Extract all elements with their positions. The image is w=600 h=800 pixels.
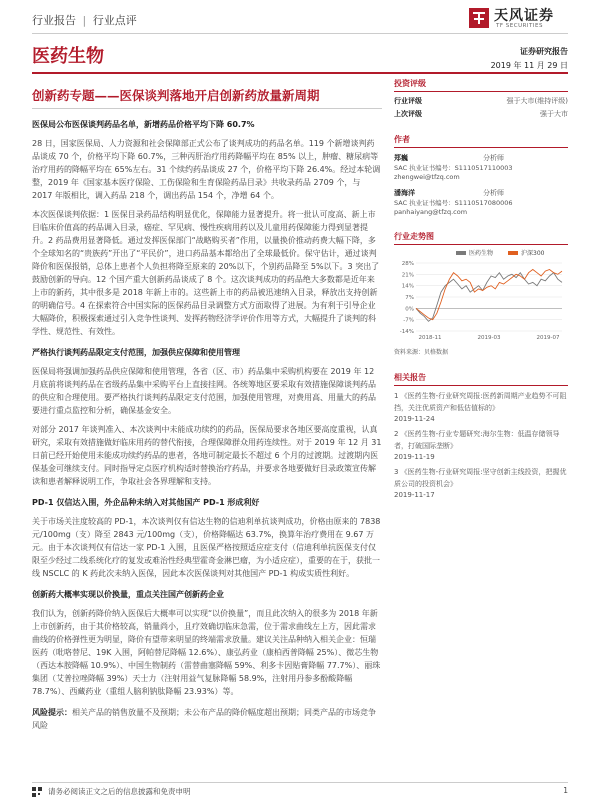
y-tick-label: -14% bbox=[399, 329, 414, 335]
related-report[interactable] bbox=[394, 390, 568, 425]
logo bbox=[468, 4, 588, 34]
y-tick-label: 7% bbox=[405, 295, 414, 301]
header-category: 行业报告 | 行业点评 bbox=[32, 14, 137, 27]
prev-rating-row bbox=[394, 109, 568, 120]
paragraph: 本次医保谈判依据：1 医保目录药品结构明显优化，保障能力显著提升。将一批认可度高、新上市目临床价值高的药品调入目录，癌症、罕见病、慢性疾病用药以及儿童用药保障能力得到显著提升。2 药品费用显著降低。通过发挥医保部门“战略购买者”作用，以量换价推动药费大幅下降，多个全球知名的“贵族药”开出了“平民价”，进口药品基本都给出了全球最低价。保守估计，通过谈判降价和医保报销，总体上患者个人负担将降至原来的 20%以下，个别药品降至 5%以下。3 突出了鼓励创新的导向。12 个国产重大创新药品谈成了 8 个。这次谈判成功的药品绝大多数都是近年来上市的新药，其中很多是 2018 年新上市的。这些新上市的药品被迅速纳入目录，释放出支持创新的明确信号。4 在探索符合中国实际的医保药品目录调整方式方面取得了进展。为有利于引导企业大幅降价，积极探索通过引入竞争性谈判、发挥药物经济学评价作用等方式，大幅提升了谈判的科学性、规范性、有效性。 bbox=[32, 210, 380, 336]
author-role: 分析师 bbox=[483, 189, 504, 197]
author-email[interactable]: zhengwei@tfzq.com bbox=[394, 173, 460, 181]
author-cert: SAC 执业证书编号：S1110517110003 bbox=[394, 164, 513, 172]
y-tick-label: 0% bbox=[405, 306, 414, 313]
page-number: 1 bbox=[563, 786, 568, 795]
related-report[interactable] bbox=[394, 466, 568, 501]
x-tick-label: 2019-03 bbox=[477, 335, 501, 341]
author-title: 作者 bbox=[394, 135, 410, 144]
qr-icon bbox=[32, 787, 42, 797]
footer-disclaimer: 请务必阅读正文之后的信息披露和免责申明 bbox=[48, 787, 191, 796]
section-heading: PD-1 仅信达入围，外企品种未纳入对其他国产 PD-1 形成利好 bbox=[32, 498, 260, 507]
paragraph: 对部分 2017 年谈判准入、本次谈判中未能成功续约的药品，医保局要求各地区要高度重视，认真研究，采取有效措施做好临床用药的替代衔接，合理保障群众用药连续性。对于 2019 年 12 月 31 日前已经开始使用未能成功续约药品的患者，各地可制定最长不超过 6 个月的过渡期。过渡期内医保基金可继续支付。同时指导定点医疗机构适时替换治疗药品，并要求各地要做好目录政策宣传解读和患者解释说明工作，争取社会各界理解和支持。 bbox=[32, 425, 382, 486]
logo-icon bbox=[468, 7, 490, 29]
industry-rating-row bbox=[394, 96, 568, 107]
risk-text: 相关产品的销售放量不及预期；未公布产品的降价幅度超出预期；同类产品的市场竞争风险 bbox=[32, 708, 376, 730]
author-name: 郑巍 bbox=[394, 154, 408, 162]
category-label: 行业报告 bbox=[32, 14, 76, 27]
paragraph: 28 日，国家医保局、人力资源和社会保障部正式公布了谈判成功的药品名单。119 个新增谈判药品谈成 70 个，价格平均下降 60.7%，三种丙肝治疗用药降幅平均在 85% 以上，肿瘤、糖尿病等治疗用药的降幅平均在 65%左右。31 个续约药品谈成 27 个，价格平均下降 26.4%。经过本轮调整，2019 年《国家基本医疗保险、工伤保险和生育保险药品目录》共收录药品 2709 个，与 2017 年版相比，调入药品 218 个，调出药品 154 个，净增 64 个。 bbox=[32, 139, 381, 200]
y-tick-label: -7% bbox=[403, 317, 414, 324]
x-tick-label: 2018-11 bbox=[418, 335, 442, 341]
author-role: 分析师 bbox=[483, 154, 504, 162]
legend-swatch bbox=[456, 251, 466, 255]
legend-swatch bbox=[508, 251, 518, 255]
related-report-date: 2019-11-19 bbox=[394, 453, 435, 461]
related-report-date: 2019-11-24 bbox=[394, 415, 435, 423]
author-card bbox=[394, 188, 568, 217]
logo-sub: TF SECURITIES bbox=[496, 23, 543, 29]
industry-rating-value: 强于大市(维持评级) bbox=[506, 97, 568, 105]
footer bbox=[32, 786, 568, 798]
legend-label: 沪深300 bbox=[521, 250, 545, 257]
y-tick-label: 21% bbox=[401, 272, 414, 279]
report-title: 创新药专题——医保谈判落地开启创新药放量新周期 bbox=[32, 88, 320, 103]
x-tick-label: 2019-07 bbox=[536, 335, 560, 341]
related-title: 相关报告 bbox=[394, 373, 426, 382]
prev-rating-value: 强于大市 bbox=[540, 110, 568, 118]
y-tick-label: 14% bbox=[401, 283, 414, 290]
risk-note bbox=[32, 706, 382, 732]
author-card bbox=[394, 153, 568, 182]
section-heading: 创新药大概率实现以价换量，重点关注国产创新药企业 bbox=[32, 590, 224, 599]
paragraph: 医保局将强调加强药品供应保障和使用管理，各省（区、市）药品集中采购机构要在 2019 年 12 月底前将谈判药品在省级药品集中采购平台上直接挂网。各统筹地区要采取有效措施保障谈判药品的供应和合理使用。要严格执行谈判药品限定支付范围，加强使用管理，对费用高、用量大的药品要进行重点监控和分析，确保基金安全。 bbox=[32, 367, 376, 415]
report-type: 证券研究报告 bbox=[520, 47, 568, 56]
section-heading: 严格执行谈判药品限定支付范围，加强供应保障和使用管理 bbox=[32, 348, 240, 357]
paragraph: 我们认为，创新药降价纳入医保后大概率可以实现“以价换量”，而且此次纳入的很多为 2018 年新上市创新药，由于其价格较高，销量尚小，且疗效确切临床急需，位于需求曲线左上方，因此需求曲线的价格弹性更为明显，降价有望带来明显的终端需求放量。建议关注品种纳入相关企业：恒瑞医药（吡咯替尼、19K 入围，阿帕替尼降幅 12.6%）、康弘药业（康柏西普降幅 25%）、微芯生物（西达本胺降幅 10.9%）、中国生物制药（雷替曲塞降幅 59%、利多卡因贴膏降幅 77.7%）、丽珠集团（艾普拉唑降幅 39%）天士力（注射用益气复脉降幅 58.9%，注射用丹参多酚酸降幅 78.7%）、西藏药业（重组人脑利钠肽降幅 23.93%）等。 bbox=[32, 609, 381, 696]
section-heading: 医保局公布医保谈判药品名单，新增药品价格平均下降 60.7% bbox=[32, 120, 255, 129]
paragraph: 关于市场关注度较高的 PD-1，本次谈判仅有信达生物的信迪利单抗谈判成功，价格由原来的 7838 元/100mg（支）降至 2843 元/100mg（支），价格降幅达 63.7%，换算年治疗费用在 9.67 万元。由于本次谈判仅有信达一家 PD-1 入围，且医保严格按照适应症支付（信迪利单抗医保支付仅限至少经过二线系统化疗的复发或难治性经典型霍奇金淋巴瘤，为小适应症），重要的在于，获批一线 NSCLC 的 K 药此次未纳入医保，因此本次医保谈判对其他国产 PD-1 构成实质性利好。 bbox=[32, 517, 381, 578]
sidebar bbox=[394, 78, 568, 501]
author-name: 潘海洋 bbox=[394, 189, 415, 197]
author-email[interactable]: panhaiyang@tfzq.com bbox=[394, 208, 468, 216]
industry-rating-label: 行业评级 bbox=[394, 97, 422, 105]
report-date: 2019 年 11 月 29 日 bbox=[490, 61, 568, 70]
rating-title: 投资评级 bbox=[394, 79, 426, 88]
y-tick-label: 28% bbox=[401, 261, 414, 267]
main-body bbox=[32, 118, 382, 732]
prev-rating-label: 上次评级 bbox=[394, 110, 422, 118]
legend-label: 医药生物 bbox=[469, 250, 494, 257]
related-report-title[interactable]: 1 《医药生物-行业研究周报:医药新周期产业趋势不可阻挡，关注优质资产和低估值标的》 bbox=[394, 392, 567, 412]
related-report[interactable] bbox=[394, 428, 568, 463]
related-report-title[interactable]: 2 《医药生物-行业专题研究:海尔生物：低温存储领导者，打破国际垄断》 bbox=[394, 430, 560, 450]
logo-text: 天风证券 bbox=[494, 8, 554, 24]
author-cert: SAC 执业证书编号：S1110517080006 bbox=[394, 199, 513, 207]
chart-source: 资料来源：贝格数据 bbox=[394, 349, 449, 356]
series-line-2 bbox=[416, 270, 562, 320]
related-report-title[interactable]: 3 《医药生物-行业研究周报:坚守创新主线投资，把握优质公司的投资机会》 bbox=[394, 468, 567, 488]
trend-title: 行业走势图 bbox=[394, 232, 434, 241]
sector-title: 医药生物 bbox=[32, 46, 104, 67]
sub-category-label: 行业点评 bbox=[92, 14, 137, 27]
trend-chart bbox=[394, 247, 568, 343]
related-report-date: 2019-11-17 bbox=[394, 491, 435, 499]
risk-label: 风险提示： bbox=[32, 708, 72, 717]
